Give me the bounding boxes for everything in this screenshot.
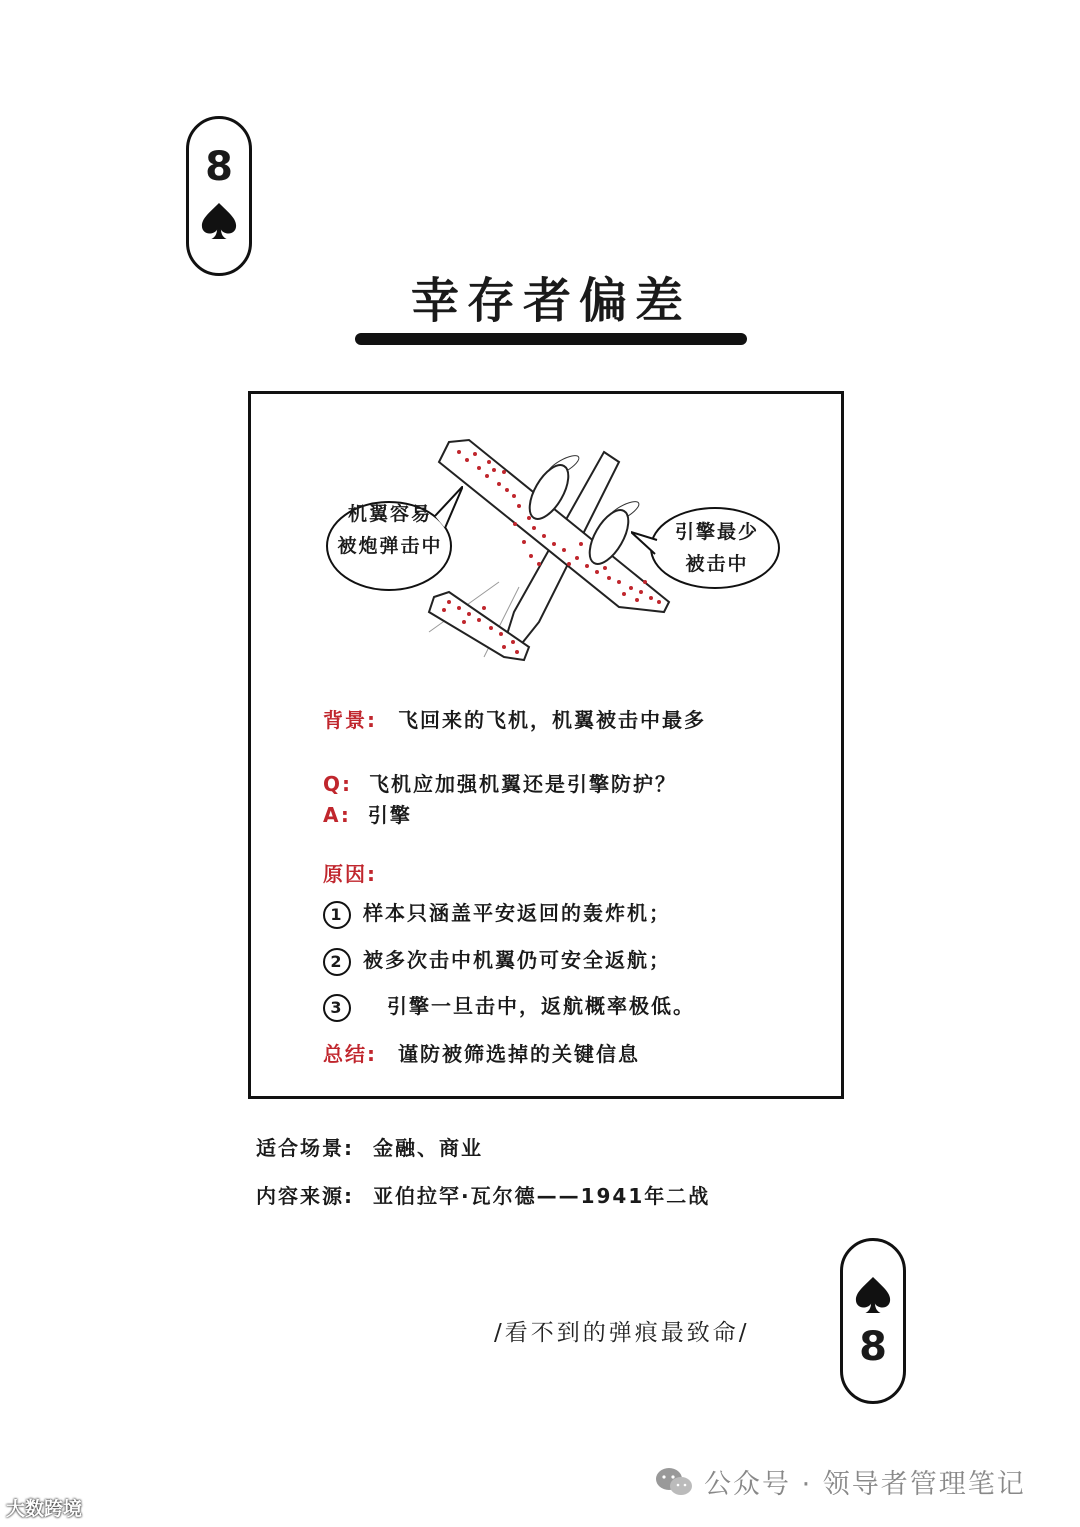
wechat-icon bbox=[654, 1466, 694, 1498]
rank-badge-top bbox=[186, 116, 252, 276]
answer-text: 引擎 bbox=[367, 803, 412, 827]
speech-bubble-left-text bbox=[325, 498, 455, 562]
background-line bbox=[323, 704, 706, 733]
source-label: 内容来源: bbox=[256, 1184, 354, 1208]
rank-number: 8 bbox=[205, 144, 233, 190]
corner-logo: 大数跨境 bbox=[6, 1498, 83, 1520]
question-line bbox=[323, 768, 677, 797]
reason-text-2: 被多次击中机翼仍可安全返航； bbox=[363, 948, 671, 972]
page-title: 幸存者偏差 bbox=[410, 273, 691, 329]
summary-line bbox=[323, 1038, 640, 1067]
speech-bubble-right-text bbox=[657, 516, 777, 580]
reason-marker-2: 2 bbox=[323, 948, 351, 976]
source-value: 亚伯拉罕·瓦尔德——1941年二战 bbox=[372, 1184, 711, 1208]
bubble-right-line-1: 引擎最少 bbox=[674, 521, 759, 543]
reason-marker-1: 1 bbox=[323, 901, 351, 929]
reason-item-1 bbox=[323, 897, 671, 929]
scenario-line bbox=[256, 1132, 483, 1161]
bubble-left-line-2: 被炮弹击中 bbox=[337, 535, 443, 557]
reason-item-3 bbox=[323, 990, 695, 1022]
question-label: Q: bbox=[323, 772, 352, 796]
scenario-value: 金融、商业 bbox=[372, 1136, 483, 1160]
reason-marker-3: 3 bbox=[323, 994, 351, 1022]
tagline: /看不到的弹痕最致命/ bbox=[494, 1320, 750, 1346]
reason-text-3: 引擎一旦击中，返航概率极低。 bbox=[387, 994, 695, 1018]
reasons-label: 原因: bbox=[323, 862, 377, 886]
bubble-left-line-1: 机翼容易 bbox=[347, 503, 432, 525]
answer-line bbox=[323, 799, 412, 828]
question-text: 飞机应加强机翼还是引擎防护？ bbox=[368, 772, 677, 796]
reason-item-2 bbox=[323, 944, 671, 976]
spade-icon bbox=[200, 201, 238, 241]
scenario-label: 适合场景: bbox=[256, 1136, 354, 1160]
content-card bbox=[248, 391, 844, 1099]
rank-badge-bottom bbox=[840, 1238, 906, 1404]
background-text: 飞回来的飞机，机翼被击中最多 bbox=[397, 708, 706, 732]
title-underline bbox=[355, 333, 747, 345]
background-label: 背景: bbox=[323, 708, 377, 732]
answer-label: A: bbox=[323, 803, 351, 827]
summary-text: 谨防被筛选掉的关键信息 bbox=[397, 1042, 640, 1066]
source-line bbox=[256, 1180, 710, 1209]
rank-number: 8 bbox=[859, 1324, 887, 1370]
spade-icon bbox=[854, 1275, 892, 1315]
summary-label: 总结: bbox=[323, 1042, 377, 1066]
reason-text-1: 样本只涵盖平安返回的轰炸机； bbox=[363, 901, 671, 925]
watermark-text: 公众号 · 领导者管理笔记 bbox=[704, 1469, 1026, 1500]
bubble-right-line-2: 被击中 bbox=[685, 553, 749, 575]
